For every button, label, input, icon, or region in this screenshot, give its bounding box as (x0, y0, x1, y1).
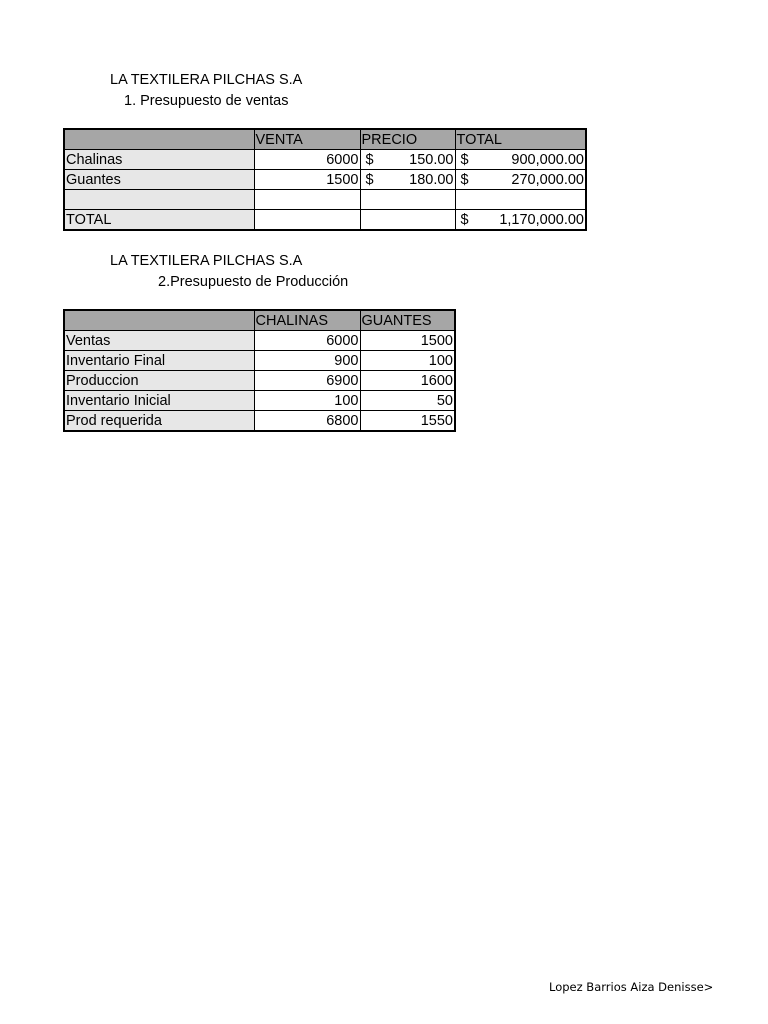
header-cell-empty (64, 129, 254, 150)
chalinas-cell: 6000 (254, 331, 360, 351)
table-row (64, 170, 586, 190)
table-row (64, 391, 455, 411)
chalinas-cell: 100 (254, 391, 360, 411)
production-budget-title: 2.Presupuesto de Producción (158, 274, 349, 290)
empty-cell (254, 210, 360, 231)
header-total: TOTAL (455, 129, 586, 150)
table-row (64, 331, 455, 351)
total-cell (455, 150, 586, 170)
sales-budget-title: 1. Presupuesto de ventas (124, 93, 289, 109)
empty-cell (360, 190, 455, 210)
guantes-cell: 1550 (360, 411, 455, 432)
chalinas-cell: 900 (254, 351, 360, 371)
precio-value: 180.00 (409, 171, 454, 188)
table-row (64, 411, 455, 432)
guantes-cell: 100 (360, 351, 455, 371)
currency-symbol: $ (365, 171, 374, 188)
chalinas-cell: 6800 (254, 411, 360, 432)
guantes-cell: 50 (360, 391, 455, 411)
total-value: 270,000.00 (511, 171, 584, 188)
row-label: Inventario Inicial (64, 391, 254, 411)
row-label: Chalinas (64, 150, 254, 170)
company-name-1: LA TEXTILERA PILCHAS S.A (110, 72, 303, 88)
table-row-empty (64, 190, 586, 210)
chalinas-cell: 6900 (254, 371, 360, 391)
author-footer: Lopez Barrios Aiza Denisse> (549, 980, 714, 994)
empty-cell (254, 190, 360, 210)
currency-symbol: $ (460, 151, 469, 168)
total-value: 900,000.00 (511, 151, 584, 168)
grand-total-value: 1,170,000.00 (499, 211, 584, 228)
venta-cell: 6000 (254, 150, 360, 170)
table-row (64, 351, 455, 371)
currency-symbol: $ (460, 211, 469, 228)
precio-value: 150.00 (409, 151, 454, 168)
row-label: Guantes (64, 170, 254, 190)
row-label: Prod requerida (64, 411, 254, 432)
grand-total-cell (455, 210, 586, 231)
production-budget-table (63, 309, 456, 432)
header-cell-empty (64, 310, 254, 331)
total-cell (455, 170, 586, 190)
row-label: Inventario Final (64, 351, 254, 371)
row-label: Ventas (64, 331, 254, 351)
empty-cell (360, 210, 455, 231)
empty-cell (455, 190, 586, 210)
table-row (64, 371, 455, 391)
total-label: TOTAL (64, 210, 254, 231)
guantes-cell: 1600 (360, 371, 455, 391)
currency-symbol: $ (365, 151, 374, 168)
header-precio: PRECIO (360, 129, 455, 150)
table-header-row (64, 129, 586, 150)
venta-cell: 1500 (254, 170, 360, 190)
total-row (64, 210, 586, 231)
currency-symbol: $ (460, 171, 469, 188)
guantes-cell: 1500 (360, 331, 455, 351)
header-venta: VENTA (254, 129, 360, 150)
empty-cell (64, 190, 254, 210)
header-guantes: GUANTES (360, 310, 455, 331)
precio-cell (360, 150, 455, 170)
row-label: Produccion (64, 371, 254, 391)
company-name-2: LA TEXTILERA PILCHAS S.A (110, 253, 303, 269)
table-row (64, 150, 586, 170)
precio-cell (360, 170, 455, 190)
header-chalinas: CHALINAS (254, 310, 360, 331)
sales-budget-table (63, 128, 587, 231)
table-header-row (64, 310, 455, 331)
